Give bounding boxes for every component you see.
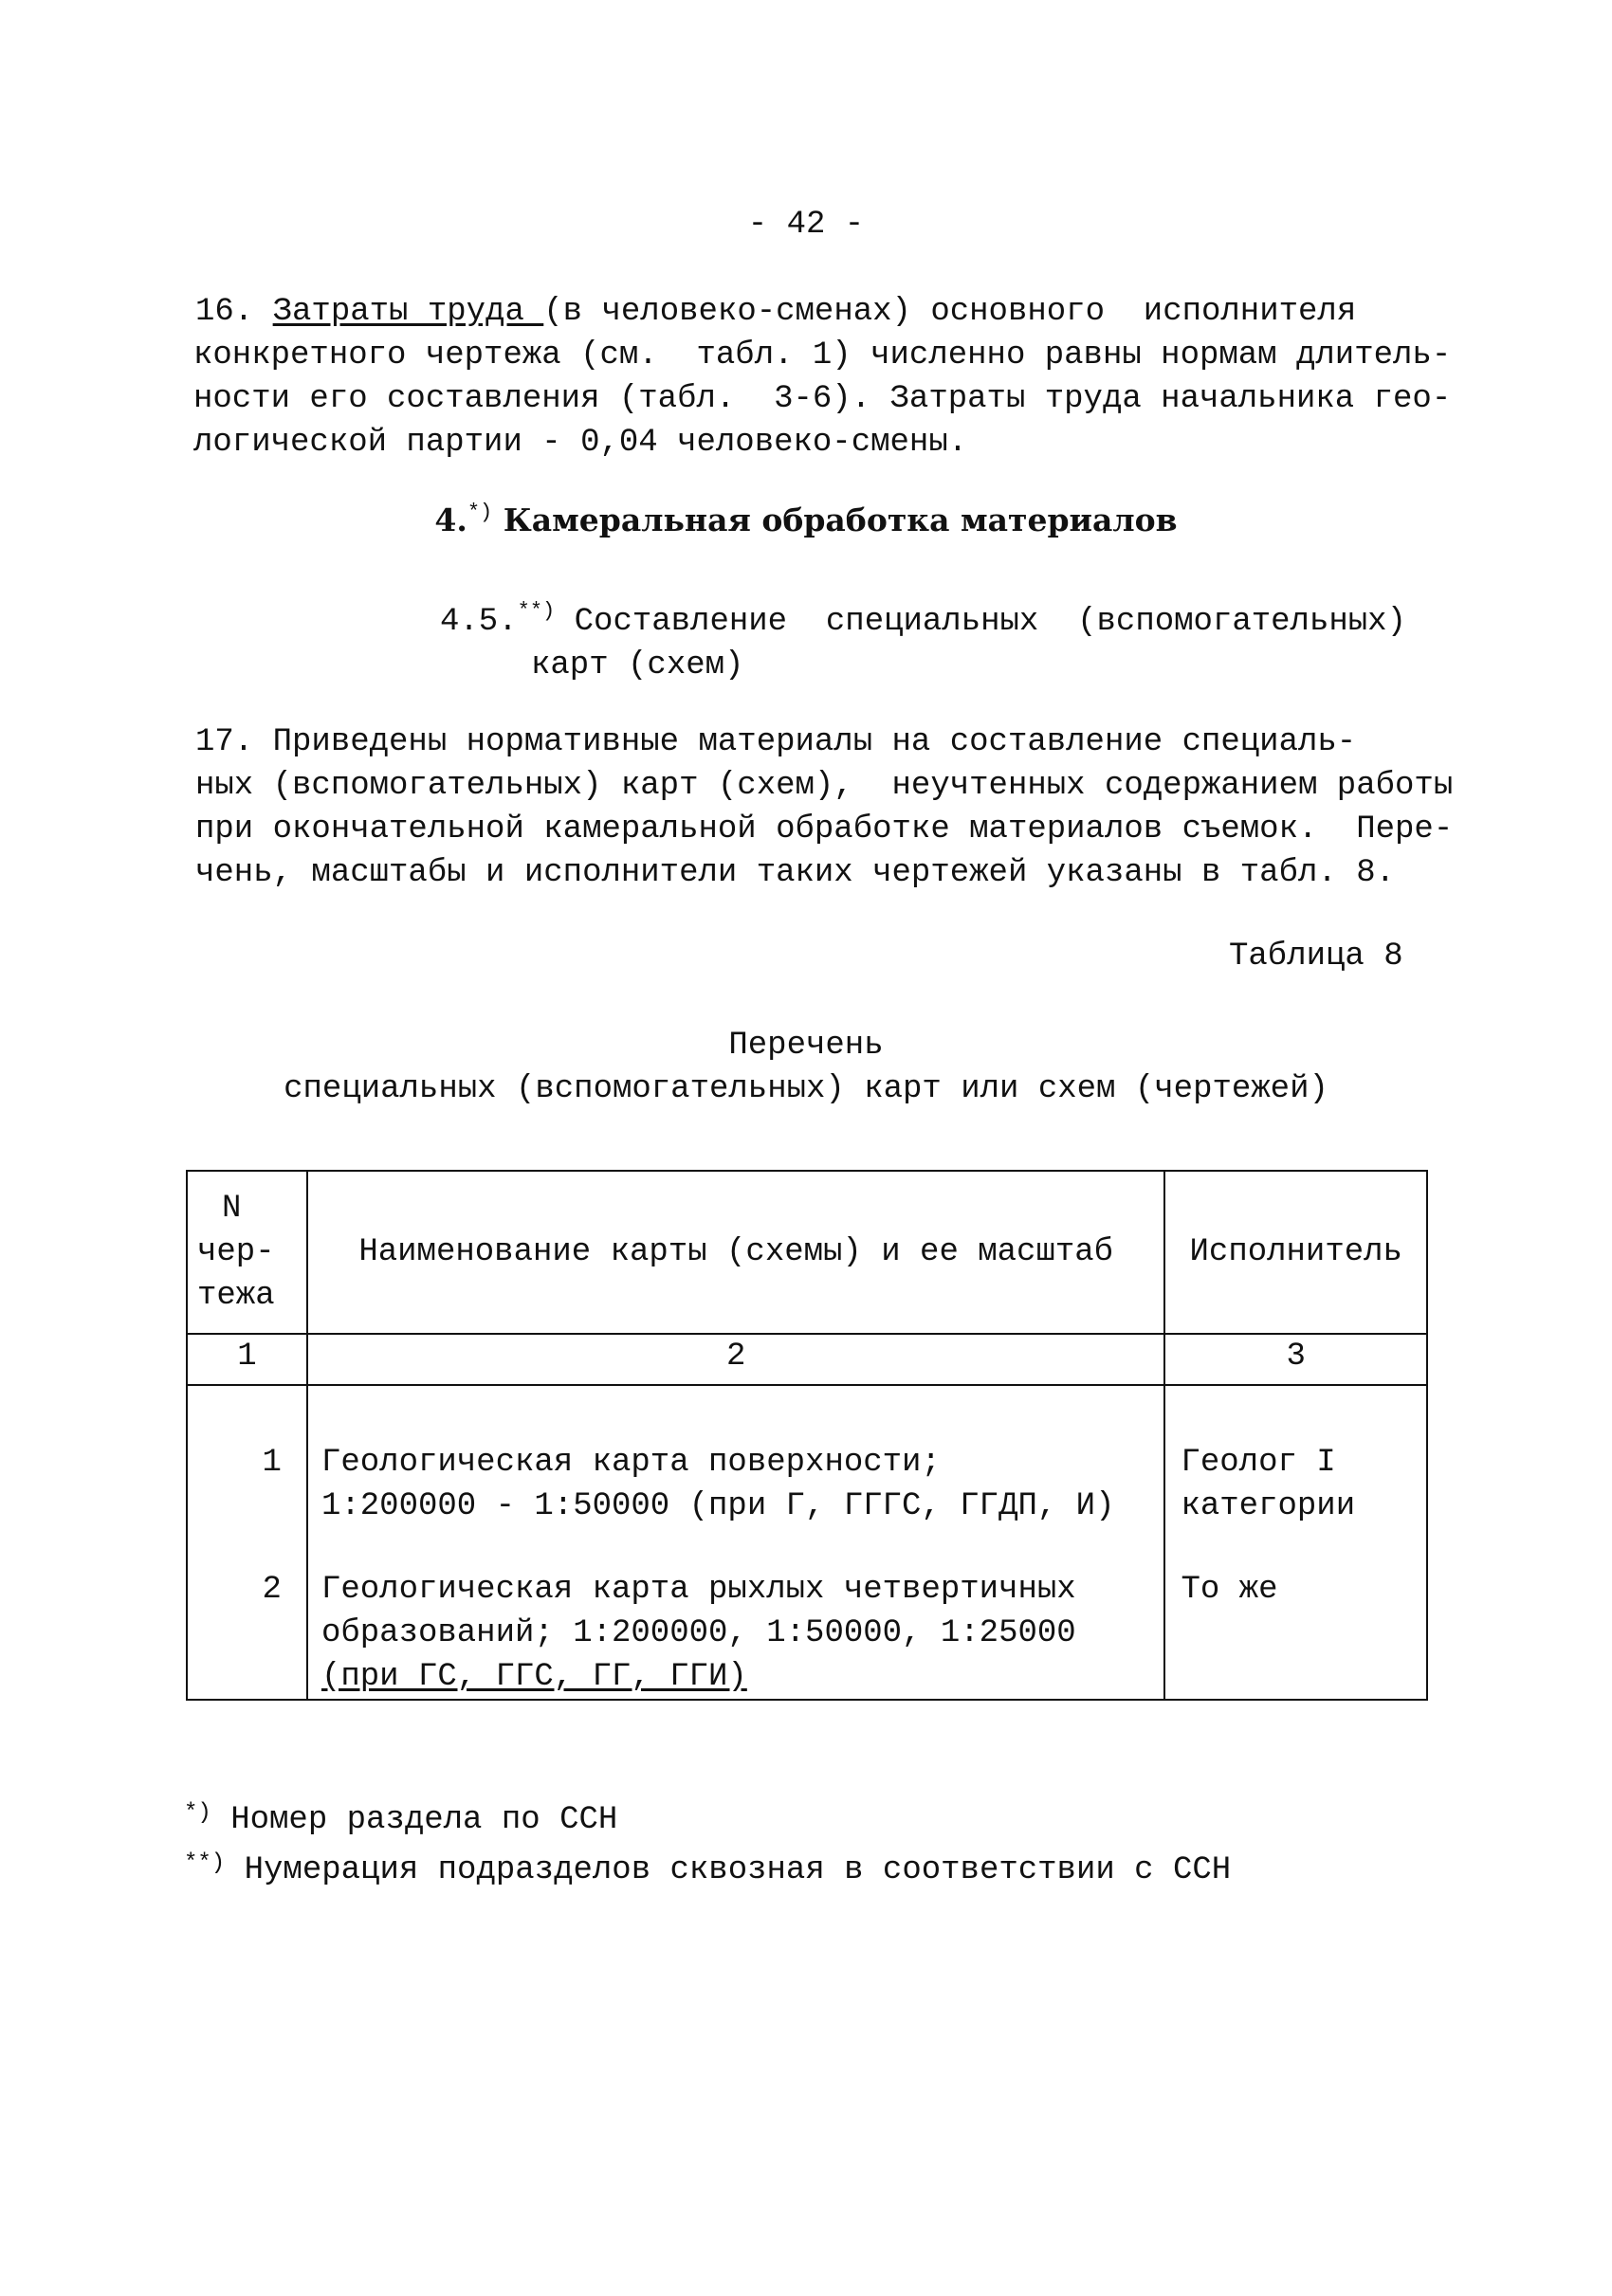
row-1-map-name-line-1: Геологическая карта поверхности;: [321, 1445, 941, 1481]
header-executor: Исполнитель: [1164, 1171, 1427, 1334]
page-number: - 42 -: [747, 207, 865, 243]
paragraph-17-line-3: при окончательной камеральной обработке материалов съемок. Пере-: [195, 811, 1454, 847]
table-row: [187, 1385, 1427, 1528]
table-title-line-2: специальных (вспомогательных) карт или схем (чертежей): [284, 1071, 1328, 1107]
footnote-2: [184, 1842, 1231, 1892]
paragraph-16-line-4: логической партии - 0,04 человеко-смены.: [193, 425, 968, 461]
paragraph-16-number: 16.: [195, 294, 273, 330]
footnote-1-text: Номер раздела по ССН: [211, 1802, 618, 1838]
header-col1-line-2: чер-: [197, 1234, 275, 1270]
section-title: Камеральная обработка материалов: [492, 501, 1178, 538]
column-number-2: 2: [307, 1334, 1165, 1385]
row-2-map-name-line-2: образований; 1:200000, 1:50000, 1:25000: [321, 1615, 1076, 1651]
row-2-map-name-line-3: (при ГС, ГГС, ГГ, ГГИ): [321, 1659, 747, 1695]
row-1-executor: [1164, 1385, 1427, 1528]
row-1-number: 1: [187, 1385, 307, 1528]
paragraph-16-underlined-term: Затраты труда: [272, 294, 544, 330]
paragraph-17-line-1: 17. Приведены нормативные материалы на составление специаль-: [195, 724, 1357, 760]
subsection-heading: [440, 590, 1406, 687]
footnote-2-mark: **): [184, 1850, 226, 1876]
drawings-table: [186, 1170, 1428, 1701]
section-number: 4.: [434, 501, 467, 538]
row-2-executor: [1164, 1528, 1427, 1700]
row-2-number: 2: [187, 1528, 307, 1700]
table-title-line-1: Перечень: [728, 1028, 884, 1064]
subsection-footnote-mark: **): [517, 599, 556, 623]
column-number-1: 1: [187, 1334, 307, 1385]
subsection-title-part-2: карт (схем): [531, 647, 744, 683]
row-2-map-name: [307, 1528, 1165, 1700]
paragraph-17-line-4: чень, масштабы и исполнители таких чертежей указаны в табл. 8.: [195, 855, 1396, 891]
header-drawing-number: [187, 1171, 307, 1334]
paragraph-16: [193, 290, 1452, 465]
footnote-1-mark: *): [184, 1800, 211, 1826]
paragraph-16-line-2: конкретного чертежа (см. табл. 1) численно равны нормам длитель-: [193, 337, 1452, 374]
header-map-name: Наименование карты (схемы) и ее масштаб: [307, 1171, 1165, 1334]
header-col1-line-3: тежа: [197, 1278, 275, 1314]
table-row: [187, 1528, 1427, 1700]
paragraph-16-line-1-rest: (в человеко-сменах) основного исполнителя: [543, 294, 1357, 330]
footnote-2-text: Нумерация подразделов сквозная в соответствии с ССН: [225, 1852, 1232, 1888]
row-1-executor-line-2: категории: [1181, 1488, 1356, 1524]
paragraph-16-line-3: ности его составления (табл. 3-6). Затраты труда начальника гео-: [193, 381, 1452, 417]
paragraph-16-line-1: [195, 290, 1419, 334]
subsection-heading-line-1: [440, 590, 1406, 644]
row-2-executor-line-1: То же: [1181, 1572, 1278, 1608]
row-2-map-name-line-1: Геологическая карта рыхлых четвертичных: [321, 1572, 1076, 1608]
section-heading: [0, 501, 1612, 538]
table-header-row: [187, 1171, 1427, 1334]
row-1-executor-line-1: Геолог I: [1181, 1445, 1336, 1481]
row-1-map-name-line-2: 1:200000 - 1:50000 (при Г, ГГГС, ГГДП, И): [321, 1488, 1115, 1524]
table-column-numbers-row: [187, 1334, 1427, 1385]
footnotes: [184, 1792, 1231, 1892]
table-number-label: Таблица 8: [1229, 938, 1403, 975]
row-1-map-name: [307, 1385, 1165, 1528]
footnote-1: [184, 1792, 1231, 1842]
paragraph-17: [195, 720, 1454, 895]
subsection-title-part-1: Составление специальных (вспомогательных): [555, 604, 1406, 640]
section-footnote-mark: *): [467, 501, 493, 524]
table-title: [0, 1024, 1612, 1111]
column-number-3: 3: [1164, 1334, 1427, 1385]
subsection-number: 4.5.: [440, 604, 518, 640]
header-col1-line-1: N: [222, 1191, 242, 1227]
paragraph-17-line-2: ных (вспомогательных) карт (схем), неучтенных содержанием работы: [195, 768, 1454, 804]
